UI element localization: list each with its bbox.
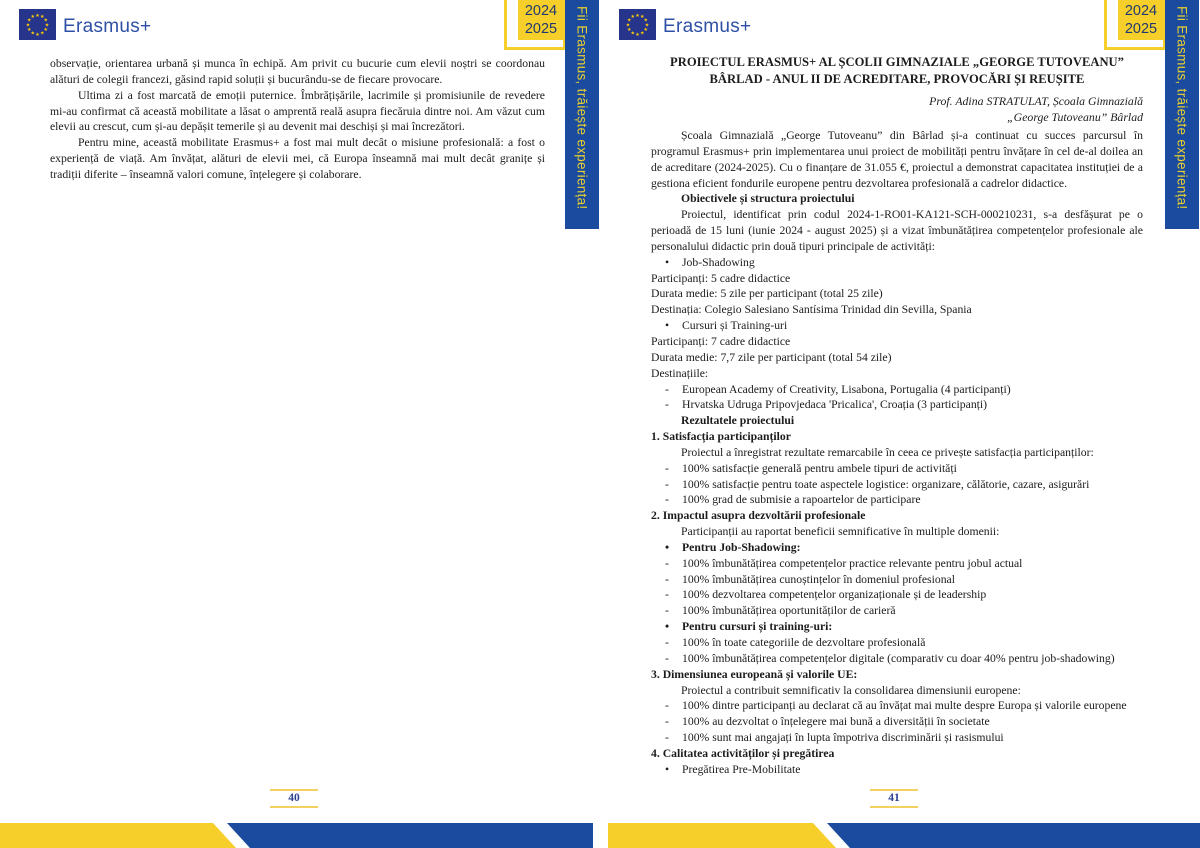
svg-text:★: ★ xyxy=(40,31,45,37)
text-line xyxy=(651,556,1143,572)
list-item-text: Job-Shadowing xyxy=(682,255,755,269)
list-item-text: 100% satisfacție pentru toate aspectele logistice: organizare, călătorie, cazare, asigurări xyxy=(682,477,1090,491)
dash-marker: - xyxy=(665,572,669,586)
bullet-marker: • xyxy=(665,762,670,776)
paragraph: observație, orientarea urbană și munca în echipă. Am privit cu bucurie cum elevii noștri se coordonau alături de colegii francezi, găsind rapid soluții și bucurându-se de fiecare provocare. xyxy=(50,57,545,86)
page-number-rule-bottom xyxy=(270,806,318,808)
list-item-text: 100% au dezvoltat o înțelegere mai bună a diversității în societate xyxy=(682,715,990,729)
text-line: Durata medie: 5 zile per participant (total 25 zile) xyxy=(651,287,883,301)
dash-marker: - xyxy=(665,604,669,618)
list-item-text: 100% grad de submisie a rapoartelor de participare xyxy=(682,493,921,507)
text-line: 2. Impactul asupra dezvoltării profesionale xyxy=(651,509,866,523)
page-number-value: 41 xyxy=(888,792,900,804)
svg-text:★: ★ xyxy=(630,31,635,37)
page-number-rule-bottom xyxy=(870,806,918,808)
article-title xyxy=(651,54,1143,88)
footer-yellow-band xyxy=(0,823,236,848)
svg-text:★: ★ xyxy=(27,18,32,24)
text-line: Obiectivele și structura proiectului xyxy=(681,192,855,206)
svg-text:★: ★ xyxy=(43,28,48,34)
text-line: Participanți: 7 cadre didactice xyxy=(651,334,791,348)
text-line xyxy=(651,397,1143,413)
eu-flag-icon xyxy=(619,9,656,40)
text-line xyxy=(651,714,1143,730)
list-item-text: Hrvatska Udruga Pripovjedaca 'Pricalica', Croația (3 participanți) xyxy=(682,398,988,412)
paragraph: Proiectul a contribuit semnificativ la consolidarea dimensiunii europene: xyxy=(681,683,1021,697)
text-line xyxy=(651,698,1143,714)
list-item-text: Pentru Job-Shadowing: xyxy=(682,540,801,554)
list-item-text: 100% satisfacție generală pentru ambele tipuri de activități xyxy=(682,461,957,475)
list-item-text: 100% dintre participanți au declarat că au învățat mai multe despre Europa și valorile europene xyxy=(682,699,1127,713)
svg-text:★: ★ xyxy=(640,15,645,21)
footer-decoration xyxy=(0,823,600,848)
svg-text:★: ★ xyxy=(644,23,650,29)
svg-text:★: ★ xyxy=(635,32,640,38)
dash-marker: - xyxy=(665,699,669,713)
year-badge xyxy=(518,0,564,40)
article-right xyxy=(651,54,1143,778)
paragraph: Participanții au raportat beneficii semnificative în multiple domenii: xyxy=(681,525,1000,539)
svg-text:★: ★ xyxy=(627,18,632,24)
dash-marker: - xyxy=(665,588,669,602)
svg-text:★: ★ xyxy=(43,18,48,24)
ribbon-banner xyxy=(1165,0,1199,229)
svg-text:★: ★ xyxy=(643,18,648,24)
text-line xyxy=(651,619,1143,635)
text-line xyxy=(651,762,1143,778)
article-author-line2: „George Tutoveanu” Bârlad xyxy=(1007,110,1143,124)
dash-marker: - xyxy=(665,493,669,507)
year-badge-line2: 2025 xyxy=(1124,21,1158,37)
text-line: Durata medie: 7,7 zile per participant (total 54 zile) xyxy=(651,350,892,364)
svg-text:★: ★ xyxy=(35,32,40,38)
logo-wordmark: Erasmus+ xyxy=(663,16,752,37)
list-item-text: European Academy of Creativity, Lisabona, Portugalia (4 participanți) xyxy=(682,382,1011,396)
svg-text:★: ★ xyxy=(25,23,31,29)
text-line xyxy=(651,477,1143,493)
svg-text:★: ★ xyxy=(30,31,35,37)
bullet-marker: • xyxy=(665,319,670,333)
list-item-text: 100% dezvoltarea competențelor organizaționale și de leadership xyxy=(682,588,987,602)
paragraph: Proiectul, identificat prin codul 2024-1-RO01-KA121-SCH-000210231, s-a desfășurat pe o perioadă de 15 luni (iunie 2024 - august 2025) și a vizat îmbunătățirea competențelor profesionale ale personalului didactic prin două tipuri principale de activități: xyxy=(651,208,1143,253)
text-line: Destinația: Colegio Salesiano Santísima Trinidad din Sevilla, Spania xyxy=(651,303,972,317)
bullet-marker: • xyxy=(665,540,670,554)
paragraph: Ultima zi a fost marcată de emoții puternice. Îmbrățișările, lacrimile și promisiunile de revedere mi-au confirmat că această mobilitate a lăsat o amprentă reală asupra fiecăruia dintre noi. Am văzut cum elevii au crescut, cum și-au depășit temerile și au devenit mai deschiși și mai încrezători. xyxy=(50,88,545,134)
article-author xyxy=(651,93,1143,125)
text-line xyxy=(651,461,1143,477)
year-badge xyxy=(1118,0,1164,40)
list-item-text: Pentru cursuri și training-uri: xyxy=(682,620,833,634)
text-line xyxy=(651,318,1143,334)
dash-marker: - xyxy=(665,651,669,665)
year-badge-line1: 2024 xyxy=(524,3,558,19)
svg-text:★: ★ xyxy=(635,13,640,19)
footer-blue-band xyxy=(227,823,593,848)
text-line xyxy=(651,572,1143,588)
article-body-right xyxy=(651,128,1143,778)
dash-marker: - xyxy=(665,731,669,745)
list-item-text: 100% în toate categoriile de dezvoltare profesională xyxy=(682,636,926,649)
page-right xyxy=(600,0,1200,848)
list-item-text: 100% îmbunătățirea competențelor practice relevante pentru jobul actual xyxy=(682,556,1023,570)
ribbon-text: Fii Erasmus, trăiește experiența! xyxy=(574,6,590,210)
bullet-marker: • xyxy=(665,255,670,269)
dash-marker: - xyxy=(665,715,669,729)
eu-flag-icon xyxy=(19,9,56,40)
paragraph: Școala Gimnazială „George Tutoveanu” din Bârlad și-a continuat cu succes parcursul în programul Erasmus+ prin implementarea unui proiect de mobilități pentru învățare în cel de-al doilea an de acreditare (2024-2025). Cu o finanțare de 31.055 €, proiectul a demonstrat capacitatea instituției de a gestiona eficient fondurile europene pentru dezvoltarea profesională a cadrelor didactice. xyxy=(651,129,1143,190)
list-item-text: 100% îmbunătățirea oportunităților de carieră xyxy=(682,604,896,618)
svg-text:★: ★ xyxy=(35,13,40,19)
bullet-marker: • xyxy=(665,620,670,634)
article-body-left xyxy=(50,56,545,183)
list-item-text: 100% îmbunătățirea cunoștințelor în domeniul profesional xyxy=(682,572,955,586)
year-badge-line2: 2025 xyxy=(524,21,558,37)
text-line: 4. Calitatea activităților și pregătirea xyxy=(651,746,835,760)
list-item-text: 100% îmbunătățirea competențelor digitale (comparativ cu doar 40% pentru job-shadowing) xyxy=(682,651,1115,665)
dash-marker: - xyxy=(665,461,669,475)
text-line: 1. Satisfacția participanților xyxy=(651,430,791,444)
text-line xyxy=(651,651,1143,667)
svg-text:★: ★ xyxy=(44,23,50,29)
svg-text:★: ★ xyxy=(640,31,645,37)
svg-text:★: ★ xyxy=(643,28,648,34)
page-number xyxy=(270,789,318,808)
erasmus-logo xyxy=(19,9,151,40)
year-badge-line1: 2024 xyxy=(1124,3,1158,19)
footer-blue-band xyxy=(827,823,1200,848)
svg-text:★: ★ xyxy=(630,15,635,21)
text-line xyxy=(651,730,1143,746)
text-line: Rezultatele proiectului xyxy=(681,414,795,428)
text-line: Participanți: 5 cadre didactice xyxy=(651,271,791,285)
page-number-value: 40 xyxy=(288,792,300,804)
text-line xyxy=(651,603,1143,619)
logo-wordmark: Erasmus+ xyxy=(63,16,152,37)
dash-marker: - xyxy=(665,382,669,396)
svg-text:★: ★ xyxy=(30,15,35,21)
svg-text:★: ★ xyxy=(627,28,632,34)
ribbon-banner xyxy=(565,0,599,229)
text-line xyxy=(651,492,1143,508)
text-line xyxy=(651,540,1143,556)
list-item-text: 100% sunt mai angajați în lupta împotriva discriminării și rasismului xyxy=(682,731,1004,745)
text-line xyxy=(651,255,1143,271)
svg-text:★: ★ xyxy=(625,23,631,29)
text-line: 3. Dimensiunea europeană și valorile UE: xyxy=(651,667,858,681)
page-number xyxy=(870,789,918,808)
dash-marker: - xyxy=(665,477,669,491)
paragraph: Pentru mine, această mobilitate Erasmus+ a fost mai mult decât o misiune profesională: a fost o experiență de viață. Am învățat, alături de elevii mei, că Europa înseamnă mai mult decât granițe și tradiții diferite – înseamnă valori comune, înțelegere și colaborare. xyxy=(50,136,545,181)
article-title-line2: BÂRLAD - ANUL II DE ACREDITARE, PROVOCĂRI ȘI REUȘITE xyxy=(709,72,1085,86)
svg-text:★: ★ xyxy=(27,28,32,34)
text-line xyxy=(651,635,1143,651)
list-item-text: Pregătirea Pre-Mobilitate xyxy=(682,762,801,776)
text-line: Destinațiile: xyxy=(651,366,709,380)
text-line xyxy=(651,382,1143,398)
article-title-line1: PROIECTUL ERASMUS+ AL ȘCOLII GIMNAZIALE „GEORGE TUTOVEANU” xyxy=(670,55,1124,69)
article-author-line1: Prof. Adina STRATULAT, Școala Gimnazială xyxy=(929,94,1143,108)
text-line xyxy=(651,587,1143,603)
paragraph: Proiectul a înregistrat rezultate remarcabile în ceea ce privește satisfacția participanților: xyxy=(681,445,1094,459)
svg-text:★: ★ xyxy=(40,15,45,21)
erasmus-logo xyxy=(619,9,751,40)
list-item-text: Cursuri și Training-uri xyxy=(682,319,788,333)
dash-marker: - xyxy=(665,636,669,649)
footer-yellow-band xyxy=(608,823,836,848)
dash-marker: - xyxy=(665,556,669,570)
dash-marker: - xyxy=(665,398,669,412)
footer-decoration xyxy=(600,823,1200,848)
ribbon-text: Fii Erasmus, trăiește experiența! xyxy=(1174,6,1190,210)
